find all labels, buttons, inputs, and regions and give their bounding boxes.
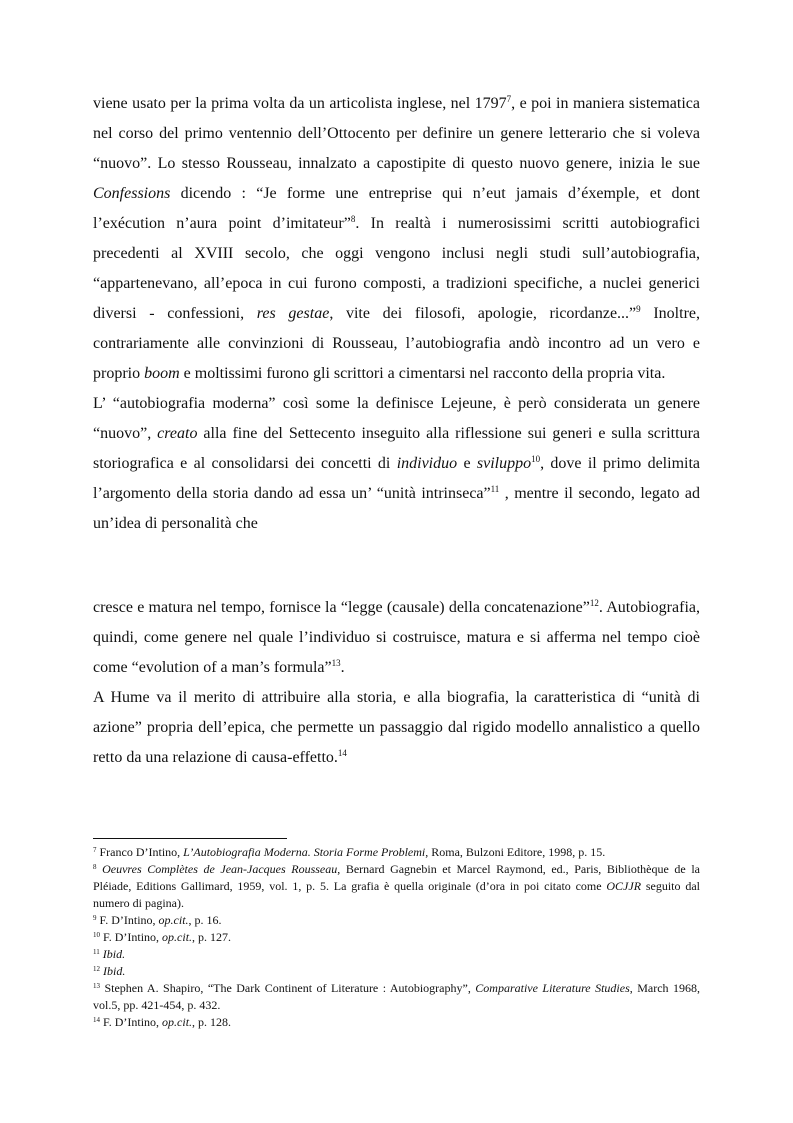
footnote-number: 8 <box>93 863 97 871</box>
italic-run: Oeuvres Complètes de Jean-Jacques Rousseau <box>102 862 338 876</box>
footnote-number: 9 <box>93 914 97 922</box>
footnote-ref: 10 <box>531 454 541 464</box>
footnote-ref: 9 <box>636 304 641 314</box>
italic-run: Ibid. <box>102 947 126 961</box>
footnote-number: 14 <box>93 1016 100 1024</box>
footnote-separator <box>93 838 287 839</box>
footnote-ref: 11 <box>490 484 500 494</box>
paragraph <box>93 593 700 683</box>
text-run: , dove il primo delimita l’argomento della storia dando ad essa un’ “unità intrinseca” <box>93 455 701 502</box>
text-run: e moltissimi furono gli scrittori a cimentarsi nel racconto della propria vita. <box>179 365 666 382</box>
italic-run: op.cit. <box>158 913 189 927</box>
footnote-ref: 14 <box>337 748 347 758</box>
footnote-ref: 13 <box>331 658 341 668</box>
footnote-number: 10 <box>93 931 100 939</box>
body-text-lower <box>93 593 700 773</box>
text-run: Stephen A. Shapiro, “The Dark Continent of Literature : Autobiography”, <box>100 981 476 995</box>
footnote <box>93 861 700 912</box>
footnote-number: 7 <box>93 846 97 854</box>
text-run: , p. 127. <box>192 930 232 944</box>
paragraph <box>93 389 700 539</box>
text-run: L’ “autobiografia moderna” così some la definisce Lejeune, è però considerata un genere “nuovo”, <box>93 395 700 442</box>
italic-run: boom <box>144 365 180 382</box>
footnote-ref: 12 <box>589 598 599 608</box>
italic-run: Ibid. <box>103 964 126 978</box>
text-run: dicendo : “Je forme une entreprise qui n’eut jamais d’éxemple, et dont l’exécution n’aura point d’imitateur” <box>93 185 700 232</box>
text-run: , Roma, Bulzoni Editore, 1998, p. 15. <box>425 845 606 859</box>
italic-run: res gestae <box>256 305 330 322</box>
text-run: Inoltre, contrariamente alle convinzioni di Rousseau, l’autobiografia andò incontro ad un vero e proprio <box>93 305 700 382</box>
text-run: , p. 128. <box>192 1015 232 1029</box>
text-run: A Hume va il merito di attribuire alla storia, e alla biografia, la caratteristica di “unità di azione” propria dell’epica, che permette un passaggio dal rigido modello annalistico a quello retto da una relazione di causa-effetto. <box>93 689 700 766</box>
footnote <box>93 912 700 929</box>
text-run: , vite dei filosofi, apologie, ricordanze...” <box>329 305 637 322</box>
paragraph <box>93 683 700 773</box>
text-run: . <box>340 659 345 676</box>
footnote <box>93 946 700 963</box>
text-run: seguito dal numero di pagina). <box>93 879 700 910</box>
italic-run: sviluppo <box>476 455 532 472</box>
footnote-number: 11 <box>93 948 100 956</box>
text-run: , e poi in maniera sistematica nel corso del primo ventennio dell’Ottocento per definire un genere letterario che si voleva “nuovo”. Lo stesso Rousseau, innalzato a capostipite di questo nuovo genere, inizia le sue <box>93 95 700 172</box>
text-run: , Bernard Gagnebin et Marcel Raymond, ed., Paris, Bibliothèque de la Pléiade, Editions Gallimard, 1959, vol. 1, p. 5. La grafia è quella originale (d’ora in poi citato come <box>93 862 700 893</box>
footnote <box>93 929 700 946</box>
footnotes <box>93 844 700 1031</box>
text-run: alla fine del Settecento inseguito alla riflessione sui generi e sulla scrittura storiografica e al consolidarsi dei concetti di <box>93 425 701 472</box>
footnote-ref: 7 <box>506 94 512 104</box>
text-run: . In realtà i numerosissimi scritti autobiografici precedenti al XVIII secolo, che oggi vengono inclusi negli studi sull’autobiografia, “appartenevano, all’epoca in cui furono composti, a tradizioni specifiche, a nuclei generici diversi - confessioni, <box>93 215 701 322</box>
italic-run: OCJJR <box>606 879 642 893</box>
footnote-number: 12 <box>93 965 100 973</box>
footnote-ref: 8 <box>350 214 356 224</box>
italic-run: L’Autobiografia Moderna. Storia Forme Problemi <box>183 845 426 859</box>
footnote <box>93 963 700 980</box>
italic-run: op.cit. <box>162 1015 193 1029</box>
italic-run: Comparative Literature Studies <box>475 981 630 995</box>
body-text-upper <box>93 89 700 539</box>
footnote <box>93 980 700 1014</box>
text-run: , p. 16. <box>188 913 222 927</box>
italic-run: op.cit. <box>162 930 193 944</box>
text-run: F. D’Intino, <box>100 930 163 944</box>
text-run: viene usato per la prima volta da un articolista inglese, nel 1797 <box>93 95 507 112</box>
footnote <box>93 844 700 861</box>
text-run: cresce e matura nel tempo, fornisce la “legge (causale) della concatenazione” <box>93 599 590 616</box>
text-run: Franco D’Intino, <box>96 845 184 859</box>
italic-run: creato <box>157 425 198 442</box>
footnote <box>93 1014 700 1031</box>
footnote-number: 13 <box>93 982 100 990</box>
text-run: . Autobiografia, quindi, come genere nel quale l’individuo si costruisce, matura e si afferma nel tempo cioè come “evolution of a man’s formula” <box>93 599 700 676</box>
text-run: e <box>457 455 477 472</box>
text-run: F. D’Intino, <box>96 913 159 927</box>
text-run: , mentre il secondo, legato ad un’idea di personalità che <box>93 485 700 532</box>
text-run: , March 1968, vol.5, pp. 421-454, p. 432. <box>93 981 701 1012</box>
italic-run: Confessions <box>93 185 171 202</box>
text-run: F. D’Intino, <box>100 1015 163 1029</box>
italic-run: individuo <box>396 455 458 472</box>
paragraph <box>93 89 700 389</box>
